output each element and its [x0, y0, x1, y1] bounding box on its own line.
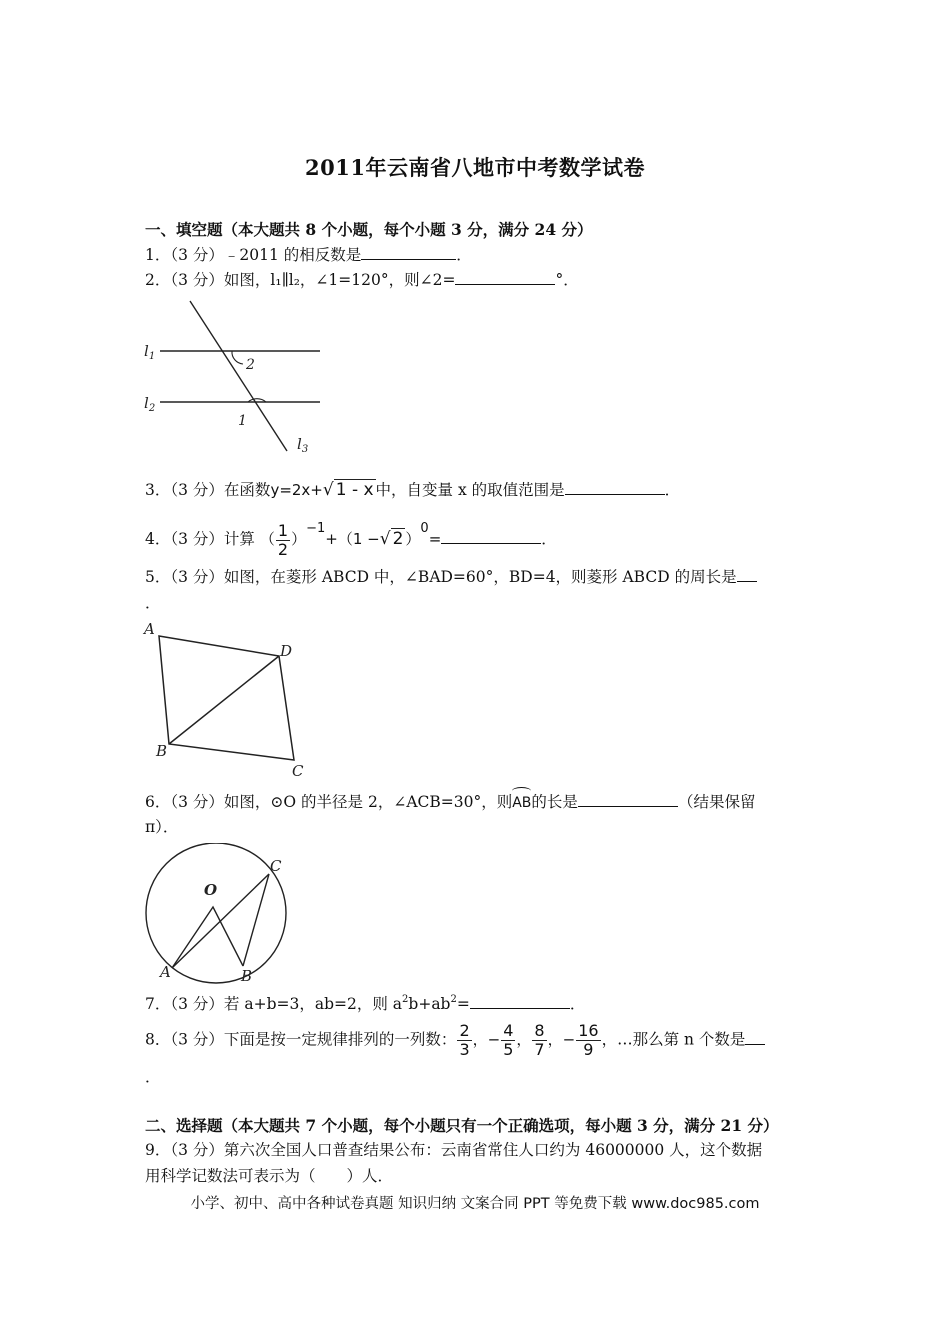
question-score: （3 分）: [170, 246, 224, 264]
question-8-end: ．: [145, 1068, 161, 1086]
question-end: °．: [555, 271, 579, 289]
exponent: 2: [450, 994, 457, 1005]
page-footer: 小学、初中、高中各种试卷真题 知识归纳 文案合同 PPT 等免费下载 www.doc985.com: [190, 1196, 760, 1212]
vertex-b: B: [156, 742, 168, 760]
plus-term: +（1 −: [325, 530, 380, 548]
question-number: 9．: [145, 1141, 171, 1159]
answer-blank: [745, 1030, 765, 1045]
question-7: [145, 989, 585, 1015]
question-number: 6．: [145, 793, 171, 811]
question-end: ．: [569, 995, 586, 1013]
paren-close: ）: [405, 530, 421, 548]
label-a: A: [160, 963, 171, 981]
question-1: [145, 244, 472, 266]
function-formula: y=2x+: [270, 481, 323, 499]
question-text: 若 a+b=3，ab=2，则 a: [223, 995, 403, 1013]
radii-oa-ob: [172, 907, 243, 968]
question-score: （3 分）: [170, 995, 224, 1013]
question-6: [145, 790, 755, 814]
question-9-line2: 用科学记数法可表示为（ ）人．: [145, 1167, 394, 1185]
exponent-neg-one: −1: [306, 521, 326, 536]
label-b: B: [241, 967, 253, 985]
question-text: 如图，⊙O 的半径是 2，∠ACB=30°，则: [223, 793, 513, 811]
question-number: 2．: [145, 271, 171, 289]
answer-blank: [441, 529, 541, 544]
answer-blank: [737, 567, 757, 582]
answer-blank: [470, 994, 570, 1009]
sequence-term-3: $\frac{8}{7}$: [534, 1021, 545, 1059]
question-end: ．: [541, 530, 557, 548]
paren-close: ）: [291, 530, 307, 548]
answer-blank: [578, 792, 678, 807]
question-score: （3 分）: [170, 481, 224, 499]
question-text: 计算: [223, 530, 255, 548]
question-text: 如图，在菱形 ABCD 中，∠BAD=60°，BD=4，则菱形 ABCD 的周长是: [223, 568, 737, 586]
question-score: （3 分）: [170, 271, 224, 289]
paren-open: （: [259, 530, 275, 548]
question-6-line2: π）．: [145, 818, 179, 836]
question-note: （结果保留: [677, 793, 756, 811]
exponent: 2: [402, 994, 409, 1005]
question-number: 7．: [145, 995, 171, 1013]
question-9: [145, 1139, 762, 1161]
section-1-heading: 一、填空题（本大题共 8 个小题，每个小题 3 分，满分 24 分）: [145, 220, 593, 239]
sequence-term-1: $\frac{2}{3}$: [459, 1021, 470, 1059]
section-2-heading: 二、选择题（本大题共 7 个小题，每个小题只有一个正确选项，每小题 3 分，满分 21 分）: [145, 1116, 779, 1135]
question-number: 5．: [145, 568, 171, 586]
exponent-zero: 0: [420, 521, 429, 536]
answer-blank: [565, 480, 665, 495]
question-end: ．: [664, 481, 681, 499]
label-angle-2: 2: [246, 357, 255, 373]
label-angle-1: 1: [238, 413, 247, 429]
question-score: （3 分）: [170, 793, 224, 811]
question-text: 中，自变量 x 的取值范围是: [375, 481, 565, 499]
square-root: √ 1 - x: [322, 480, 374, 500]
question-number: 4．: [145, 530, 171, 548]
diagonal-bd: [169, 656, 279, 744]
question-score: （3 分）: [170, 1030, 224, 1049]
answer-blank: [361, 245, 456, 260]
vertex-d: D: [280, 642, 293, 660]
square-root: √ 2: [379, 529, 404, 549]
question-score: （3 分）: [170, 568, 224, 586]
label-o: O: [204, 881, 218, 899]
figure-circle: [138, 843, 298, 988]
question-5: [145, 566, 757, 588]
label-l1: $l_1$: [144, 342, 156, 362]
sign: −: [487, 1030, 501, 1049]
question-text: ，…那么第 n 个数是: [601, 1030, 746, 1049]
arc-ab: AB: [512, 790, 531, 814]
sequence-term-2: $\frac{4}{5}$: [503, 1021, 514, 1059]
question-text: 如图，l₁∥l₂，∠1=120°，则∠2=: [223, 271, 456, 289]
question-number: 8．: [145, 1030, 171, 1049]
question-text: ﹣2011 的相反数是: [223, 246, 362, 264]
fraction-one-half: $\frac{1}{2}$: [277, 520, 289, 559]
question-number: 1．: [145, 246, 171, 264]
question-score: （3 分）: [170, 1141, 224, 1159]
label-l3: $l_3$: [297, 435, 309, 455]
label-c: C: [270, 857, 282, 875]
question-text: 下面是按一定规律排列的一列数：: [223, 1030, 457, 1049]
question-end: ．: [456, 246, 472, 264]
page-title: 2011年云南省八地市中考数学试卷: [305, 155, 645, 180]
sign: −: [562, 1030, 576, 1049]
answer-blank: [455, 270, 555, 285]
question-3: [145, 479, 680, 501]
angle-2-arc: [232, 351, 243, 364]
label-l2: $l_2$: [144, 394, 156, 414]
question-score: （3 分）: [170, 530, 224, 548]
question-text: 在函数: [223, 481, 271, 499]
question-number: 3．: [145, 481, 171, 499]
figure-parallel-lines: [140, 296, 340, 461]
chord-bc: [243, 874, 269, 966]
sequence-term-4: $\frac{16}{9}$: [578, 1021, 599, 1059]
question-5-end: ．: [145, 594, 161, 612]
vertex-a: A: [144, 620, 155, 638]
vertex-c: C: [292, 762, 304, 780]
question-8: 8．（3 分）下面是按一定规律排列的一列数： $\frac{2}{3}$ ，− $\frac{4}{5}$ ， $\frac{8}{7}$ ，− $\frac{16}{9}$ ，…那么第 n 个数是: [145, 1022, 765, 1059]
question-text: b+ab: [408, 995, 451, 1013]
question-text: 的长是: [531, 793, 578, 811]
question-text: 第六次全国人口普查结果公布：云南省常住人口约为 46000000 人，这个数据: [223, 1141, 763, 1159]
question-4: [145, 518, 557, 559]
figure-rhombus: [138, 618, 318, 783]
equals-sign: =: [428, 530, 442, 548]
chord-ac: [172, 874, 269, 968]
question-2: [145, 269, 579, 291]
equals-sign: =: [456, 995, 470, 1013]
